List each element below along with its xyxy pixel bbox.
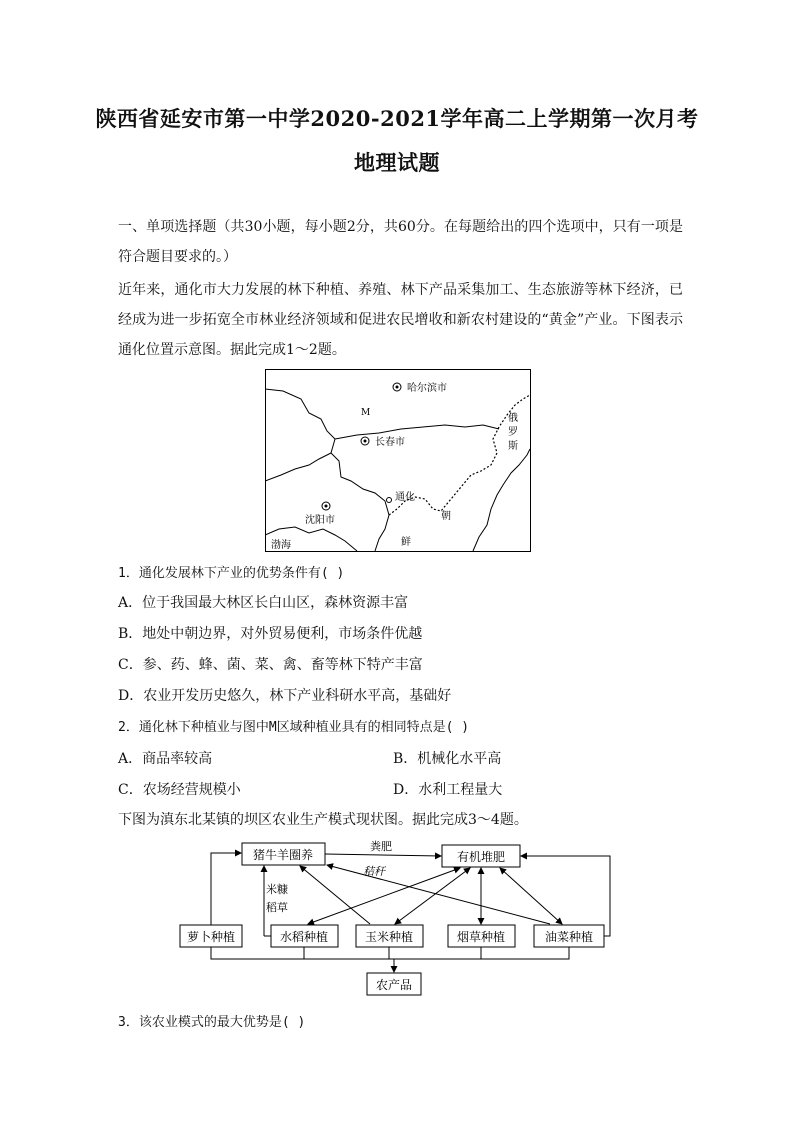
korea-label-1: 朝 xyxy=(441,511,451,522)
arrow-manure xyxy=(325,854,441,856)
changchun-label: 长春市 xyxy=(375,437,405,448)
box-products-label: 农产品 xyxy=(375,978,413,992)
label-bran: 米糠 xyxy=(266,883,288,896)
arrow-rapeseed-livestock xyxy=(327,865,550,924)
arrow-corn-livestock xyxy=(300,866,370,924)
title-line-2: 地理试题 xyxy=(354,150,440,175)
tonghua-location-map xyxy=(265,369,531,552)
q1-option-b: B．地处中朝边界，对外贸易便利，市场条件优越 xyxy=(118,626,423,642)
shenyang-label: 沈阳市 xyxy=(305,515,335,526)
section2-intro: 下图为滇东北某镇的坝区农业生产模式现状图。据此完成3～4题。 xyxy=(118,812,528,828)
q3-stem: 3．该农业模式的最大优势是( ) xyxy=(118,1015,306,1030)
arrow-compost-corn xyxy=(395,868,470,924)
label-straw: 秸秆 xyxy=(363,865,385,878)
q2-option-d: D．水利工程量大 xyxy=(393,782,503,798)
arrow-rapeseed-compost xyxy=(521,856,610,936)
box-rice-label: 水稻种植 xyxy=(279,930,329,944)
box-livestock-label: 猪牛羊圈养 xyxy=(252,848,314,862)
harbin-label: 哈尔滨市 xyxy=(407,383,447,394)
label-ricestraw: 稻草 xyxy=(266,901,288,914)
title-line-1: 陕西省延安市第一中学2020-2021学年高二上学期第一次月考 xyxy=(95,106,699,131)
q1-option-a: A．位于我国最大林区长白山区，森林资源丰富 xyxy=(118,595,409,611)
box-rapeseed-label: 油菜种植 xyxy=(544,930,594,944)
russia-label-1: 俄 xyxy=(508,413,518,424)
arrow-radish-livestock xyxy=(211,853,241,925)
bohai-label: 渤海 xyxy=(271,540,291,551)
box-radish-label: 萝卜种植 xyxy=(186,930,236,944)
q2-option-b: B．机械化水平高 xyxy=(393,751,502,767)
changchun-marker-dot xyxy=(364,440,367,443)
intro-paragraph: 近年来，通化市大力发展的林下种植、养殖、林下产品采集加工、生态旅游等林下经济，已经成为进一步拓宽全市林业经济领域和促进农民增收和新农村建设的“黄金”产业。下图表示通化位置示意图。据此完成1～2题。 xyxy=(118,282,683,358)
harbin-marker-dot xyxy=(396,386,399,389)
shenyang-marker-dot xyxy=(325,505,328,508)
agriculture-flow-diagram xyxy=(170,835,620,1000)
label-manure: 粪肥 xyxy=(370,840,392,853)
section-heading: 一、单项选择题（共30小题，每小题2分，共60分。在每题给出的四个选项中，只有一项是符合题目要求的。） xyxy=(118,219,683,265)
q1-stem: 1．通化发展林下产业的优势条件有( ) xyxy=(118,566,345,581)
box-compost-label: 有机堆肥 xyxy=(456,850,506,864)
russia-label-3: 斯 xyxy=(508,441,518,452)
q1-option-c: C．参、药、蜂、菌、菜、禽、畜等林下特产丰富 xyxy=(118,657,423,673)
q2-option-a: A．商品率较高 xyxy=(118,751,213,767)
q2-stem: 2．通化林下种植业与图中M区域种植业具有的相同特点是( ) xyxy=(118,720,470,735)
q2-option-c: C．农场经营规模小 xyxy=(118,782,241,798)
tonghua-label: 通化 xyxy=(395,492,415,503)
collection-line xyxy=(211,947,569,959)
arrow-compost-rapeseed xyxy=(500,868,562,924)
korea-label-2: 鲜 xyxy=(401,537,411,548)
box-tobacco-label: 烟草种植 xyxy=(456,930,506,944)
box-corn-label: 玉米种植 xyxy=(364,930,414,944)
russia-label-2: 罗 xyxy=(508,427,518,438)
q1-option-d: D．农业开发历史悠久，林下产业科研水平高，基础好 xyxy=(118,688,452,704)
region-m-label: M xyxy=(361,408,371,418)
